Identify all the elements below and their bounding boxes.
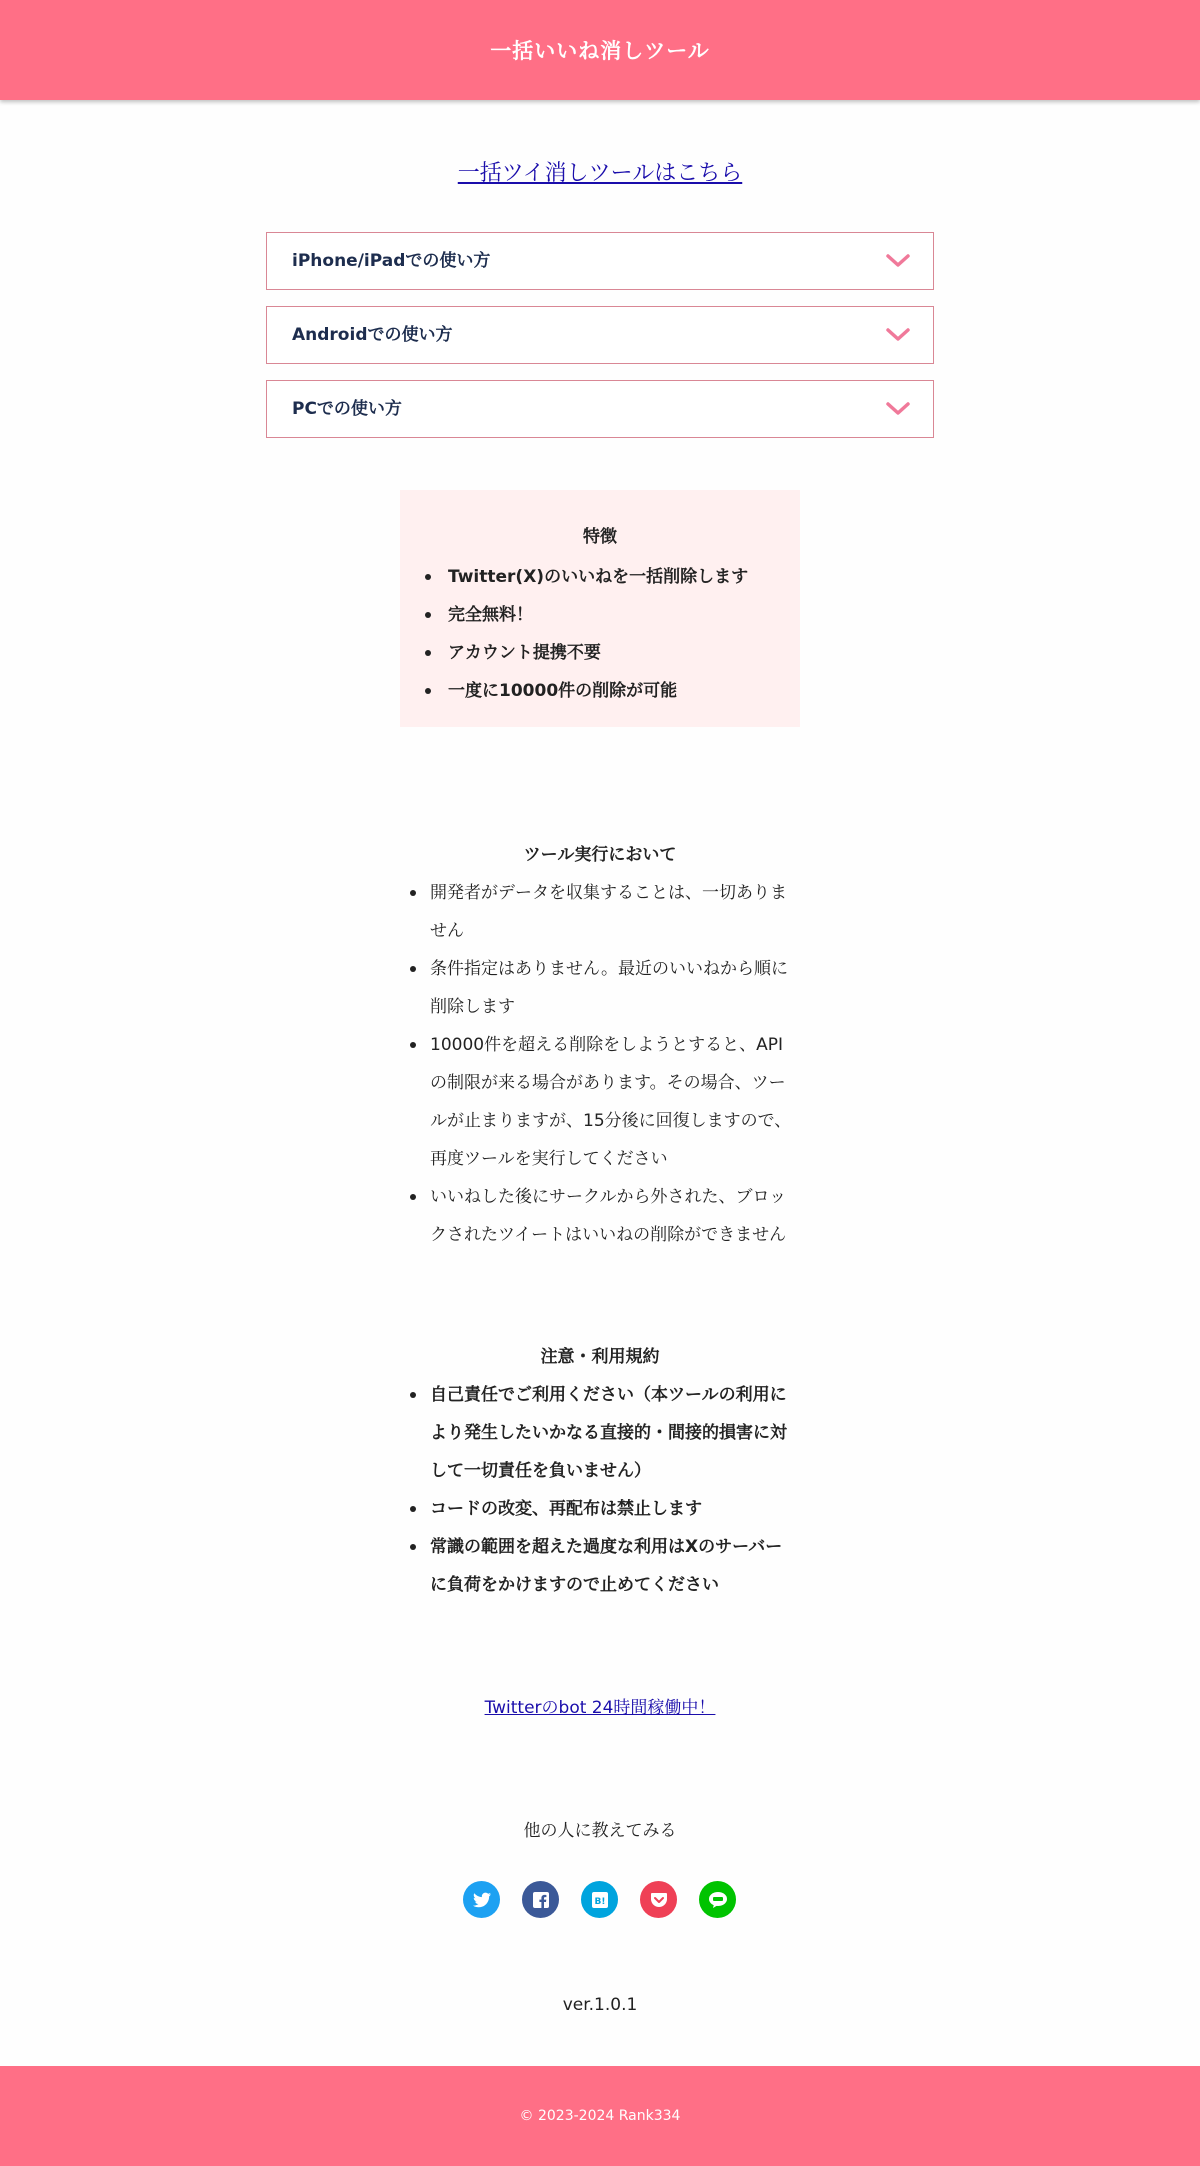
hatena-b-icon (592, 1892, 608, 1908)
list-item: 一度に10000件の削除が可能 (425, 672, 748, 710)
list-item: 10000件を超える削除をしようとすると、APIの制限が来る場合があります。その場合、ツールが止まりますが、15分後に回復しますので、再度ツールを実行してください (412, 1026, 797, 1178)
version-label: ver.1.0.1 (562, 1995, 638, 2015)
share-twitter-button[interactable] (463, 1881, 500, 1918)
facebook-f-icon (533, 1892, 549, 1908)
share-title: 他の人に教えてみる (523, 1821, 677, 1841)
list-item: コードの改変、再配布は禁止します (412, 1490, 797, 1528)
list-item: 条件指定はありません。最近のいいねから順に削除します (412, 950, 797, 1026)
share-hatena-button[interactable] (581, 1881, 618, 1918)
execution-notes (0, 836, 1200, 1254)
share-facebook-button[interactable] (522, 1881, 559, 1918)
copyright-text: © 2023-2024 Rank334 (519, 2108, 681, 2124)
list-item: Twitter(X)のいいねを一括削除します (425, 558, 748, 596)
accordion-label: Androidでの使い方 (292, 325, 453, 345)
execution-title: ツール実行において (523, 845, 677, 865)
chevron-down-icon (885, 249, 911, 271)
twitter-bot-link[interactable]: Twitterのbot 24時間稼働中！ (484, 1698, 716, 1718)
chevron-down-icon (885, 397, 911, 419)
list-item: いいねした後にサークルから外された、ブロックされたツイートはいいねの削除ができません (412, 1178, 797, 1254)
tweet-delete-tool-link[interactable]: 一括ツイ消しツールはこちら (457, 161, 743, 186)
pocket-icon (650, 1892, 668, 1908)
execution-list (412, 874, 797, 1254)
features-box (400, 490, 800, 727)
twitter-bird-icon (473, 1892, 491, 1908)
list-item: 開発者がデータを収集することは、一切ありません (412, 874, 797, 950)
accordion-pc[interactable] (266, 380, 934, 438)
features-list (425, 558, 748, 710)
terms-title: 注意・利用規約 (540, 1347, 660, 1367)
chevron-down-icon (885, 323, 911, 345)
accordion-iphone-ipad[interactable] (266, 232, 934, 290)
accordion-label: iPhone/iPadでの使い方 (292, 251, 491, 271)
accordion-android[interactable] (266, 306, 934, 364)
site-title: 一括いいね消しツール (490, 39, 710, 63)
svg-text:B!: B! (594, 1896, 605, 1907)
accordion-label: PCでの使い方 (292, 399, 402, 419)
list-item: 自己責任でご利用ください（本ツールの利用により発生したいかなる直接的・間接的損害に対して一切責任を負いません） (412, 1376, 797, 1490)
share-pocket-button[interactable] (640, 1881, 677, 1918)
features-title: 特徴 (583, 527, 617, 547)
terms-of-use (0, 1338, 1200, 1604)
site-footer (0, 2066, 1200, 2166)
share-buttons (463, 1881, 737, 1919)
terms-list (412, 1376, 797, 1604)
list-item: アカウント提携不要 (425, 634, 748, 672)
site-header (0, 0, 1200, 100)
share-line-button[interactable] (699, 1881, 736, 1918)
list-item: 常識の範囲を超えた過度な利用はXのサーバーに負荷をかけますので止めてください (412, 1528, 797, 1604)
line-chat-icon (708, 1891, 728, 1909)
list-item: 完全無料！ (425, 596, 748, 634)
